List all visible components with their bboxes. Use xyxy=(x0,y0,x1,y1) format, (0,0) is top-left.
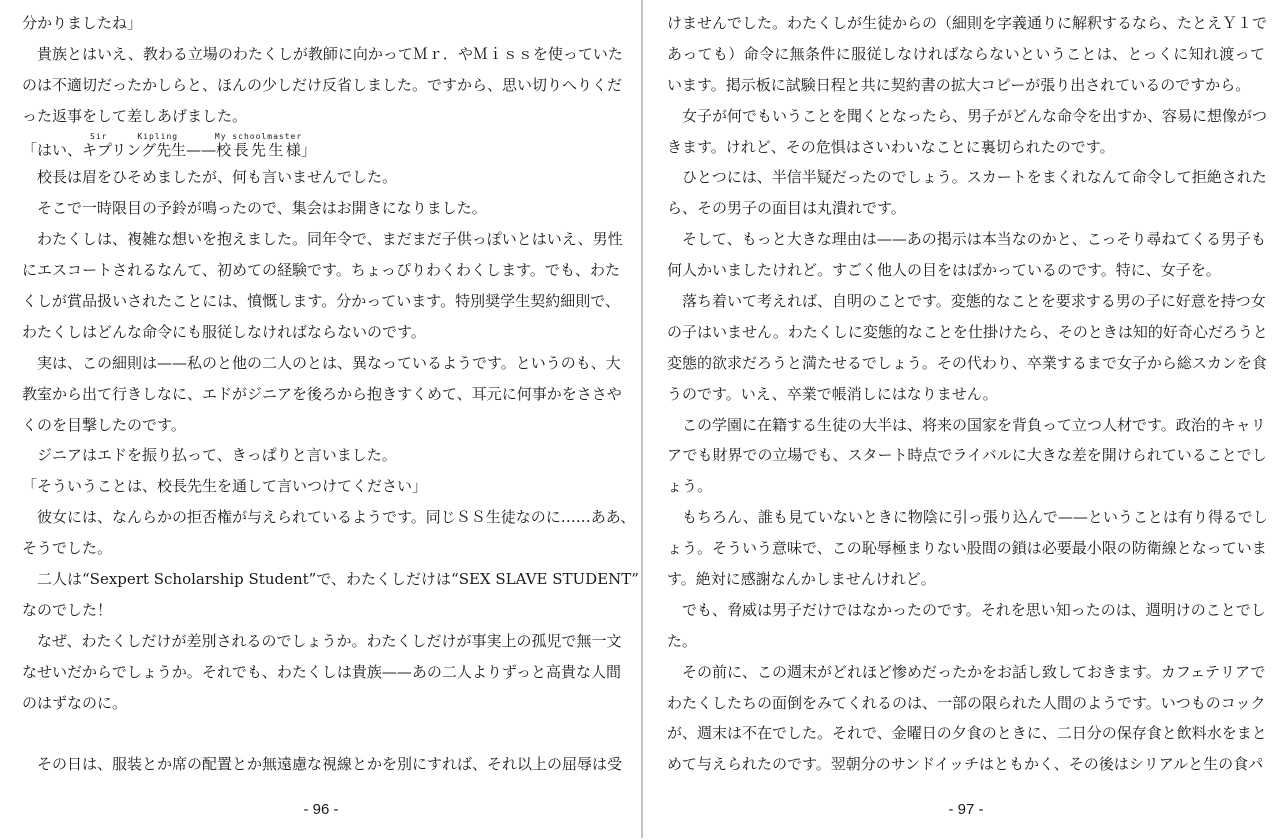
text-line: わたくしはどんな命令にも服従しなければならないのです。 xyxy=(22,322,426,341)
text-segment: 「はい、 xyxy=(22,140,83,159)
text-line: ジニアはエドを振り払って、きっぱりと言いました。 xyxy=(22,446,397,465)
text-line: 教室から出て行きしなに、エドがジニアを後ろから抱きすくめて、耳元に何事かをささや xyxy=(22,384,622,403)
text-line: のは不適切だったかしらと、ほんの少しだけ反省しました。ですから、思い切りへりくだ xyxy=(22,75,623,94)
text-line: なせいだからでしょうか。それでも、わたくしは貴族——あの二人よりずっと高貴な人間 xyxy=(22,662,621,681)
text-line: その前に、この週末がどれほど惨めだったかをお話し致しておきます。カフェテリアで xyxy=(667,662,1266,681)
text-line: もちろん、誰も見ていないときに物陰に引っ張り込んで——ということは有り得るでし xyxy=(667,508,1268,527)
text-line: きます。けれど、その危惧はさいわいなことに裏切られたのです。 xyxy=(667,137,1115,156)
left-page-text xyxy=(22,8,639,780)
text-line: す。絶対に感謝なんかしませんけれど。 xyxy=(667,570,936,589)
text-line: そうでした。 xyxy=(22,539,113,558)
text-line: 実は、この細則は——私のと他の二人のとは、異なっているようです。というのも、大 xyxy=(22,353,621,372)
text-line: わたくしたちの面倒をみてくれるのは、一部の限られた人間のようです。いつものコック xyxy=(667,693,1266,712)
ruby-base: キプリング先生 xyxy=(82,140,187,159)
text-line: の子はいません。わたくしに変態的なことを仕掛けたら、そのときは知的好奇心だろうと xyxy=(667,322,1268,341)
text-line: 分かりましたね」 xyxy=(22,14,143,32)
text-line: 「そういうことは、校長先生を通して言いつけてください」 xyxy=(22,477,428,496)
text-line: ょう。 xyxy=(667,477,713,496)
text-line: 何人かいましたけれど。すごく他人の目をはばかっているのです。特に、女子を。 xyxy=(667,261,1221,280)
text-segment: —— xyxy=(186,140,217,159)
text-segment: 」 xyxy=(300,140,316,159)
page-number-left: - 96 - xyxy=(303,801,339,818)
text-line: その日は、服装とか席の配置とか無遠慮な視線とかを別にすれば、それ以上の屈辱は受 xyxy=(22,755,623,774)
ruby-annotated-text xyxy=(82,131,187,159)
text-line: けませんでした。わたくしが生徒からの（細則を字義通りに解釈するなら、たとえＹ１で xyxy=(667,14,1268,32)
text-line xyxy=(22,132,620,163)
left-page xyxy=(22,0,639,840)
text-line: が、週末は不在でした。それで、金曜日の夕食のときに、二日分の保存食と飲料水をまと xyxy=(667,724,1267,743)
text-line: います。掲示板に試験日程と共に契約書の拡大コピーが張り出されているのですから。 xyxy=(667,75,1251,94)
text-line: うのです。いえ、卒業で帳消しにはなりません。 xyxy=(667,384,998,403)
text-line: 二人は“Sexpert Scholarship Student”で、わたくしだけは“SEX SLAVE STUDENT” xyxy=(22,570,639,589)
text-line: ら、その男子の面目は丸潰れです。 xyxy=(667,199,906,218)
ruby-reading: My schoolmaster xyxy=(214,131,303,141)
text-line: くのを目撃したのです。 xyxy=(22,415,186,434)
right-page-text xyxy=(667,8,1268,780)
text-line: 変態的欲求だろうと満たせるでしょう。その代わり、卒業するまで女子から総スカンを食 xyxy=(667,353,1267,372)
text-line: 女子が何でもいうことを聞くとなったら、男子がどんな命令を出すか、容易に想像がつ xyxy=(667,106,1268,125)
text-line: のはずなのに。 xyxy=(22,693,128,712)
text-line: そして、もっと大きな理由は——あの掲示は本当なのかと、こっそり尋ねてくる男子も xyxy=(667,230,1267,249)
text-line: くしが賞品扱いされたことには、憤慨します。分かっています。特別奨学生契約細則で、 xyxy=(22,292,620,311)
text-line: にエスコートされるなんて、初めての経験です。ちょっぴりわくわくします。でも、わた xyxy=(22,261,620,280)
text-line xyxy=(22,718,620,749)
ruby-reading: Sir Kipling xyxy=(82,131,187,141)
text-line: でも、脅威は男子だけではなかったのです。それを思い知ったのは、週明けのことでし xyxy=(667,600,1266,619)
page-divider xyxy=(641,0,643,838)
text-line: た。 xyxy=(667,631,698,650)
text-line: 校長は眉をひそめましたが、何も言いませんでした。 xyxy=(22,168,398,187)
right-page xyxy=(667,0,1268,840)
text-line: あっても）命令に無条件に服従しなければならないということは、とっくに知れ渡って xyxy=(667,44,1265,63)
text-line: なぜ、わたくしだけが差別されるのでしょうか。わたくしだけが事実上の孤児で無一文 xyxy=(22,631,622,650)
text-line: この学園に在籍する生徒の大半は、将来の国家を背負って立つ人材です。政治的キャリ xyxy=(667,415,1266,434)
text-line: ょう。そういう意味で、この恥辱極まりない股間の鎖は必要最小限の防衛線となっていま xyxy=(667,539,1267,558)
text-line: めて与えられたのです。翌朝分のサンドイッチはともかく、その後はシリアルと生の食パ xyxy=(667,755,1264,774)
text-line: なのでした！ xyxy=(22,600,113,619)
ruby-annotated-text xyxy=(214,131,303,159)
ruby-base: 校長先生様 xyxy=(214,140,303,159)
text-line: ひとつには、半信半疑だったのでしょう。スカートをまくれなんて命令して拒絶された xyxy=(667,168,1267,187)
page-number-right: - 97 - xyxy=(948,801,984,818)
text-line: 落ち着いて考えれば、自明のことです。変態的なことを要求する男の子に好意を持つ女 xyxy=(667,292,1266,311)
text-line: わたくしは、複雑な想いを抱えました。同年令で、まだまだ子供っぽいとはいえ、男性 xyxy=(22,230,623,249)
text-line: 彼女には、なんらかの拒否権が与えられているようです。同じＳＳ生徒なのに……ああ、 xyxy=(22,508,636,527)
text-line: そこで一時限目の予鈴が鳴ったので、集会はお開きになりました。 xyxy=(22,199,487,218)
text-line: アでも財界での立場でも、スタート時点でライバルに大きな差を開けられていることでし xyxy=(667,446,1267,465)
text-line: った返事をして差しあげました。 xyxy=(22,106,248,125)
text-line: 貴族とはいえ、教わる立場のわたくしが教師に向かってＭｒ．やＭｉｓｓを使っていた xyxy=(22,44,623,63)
